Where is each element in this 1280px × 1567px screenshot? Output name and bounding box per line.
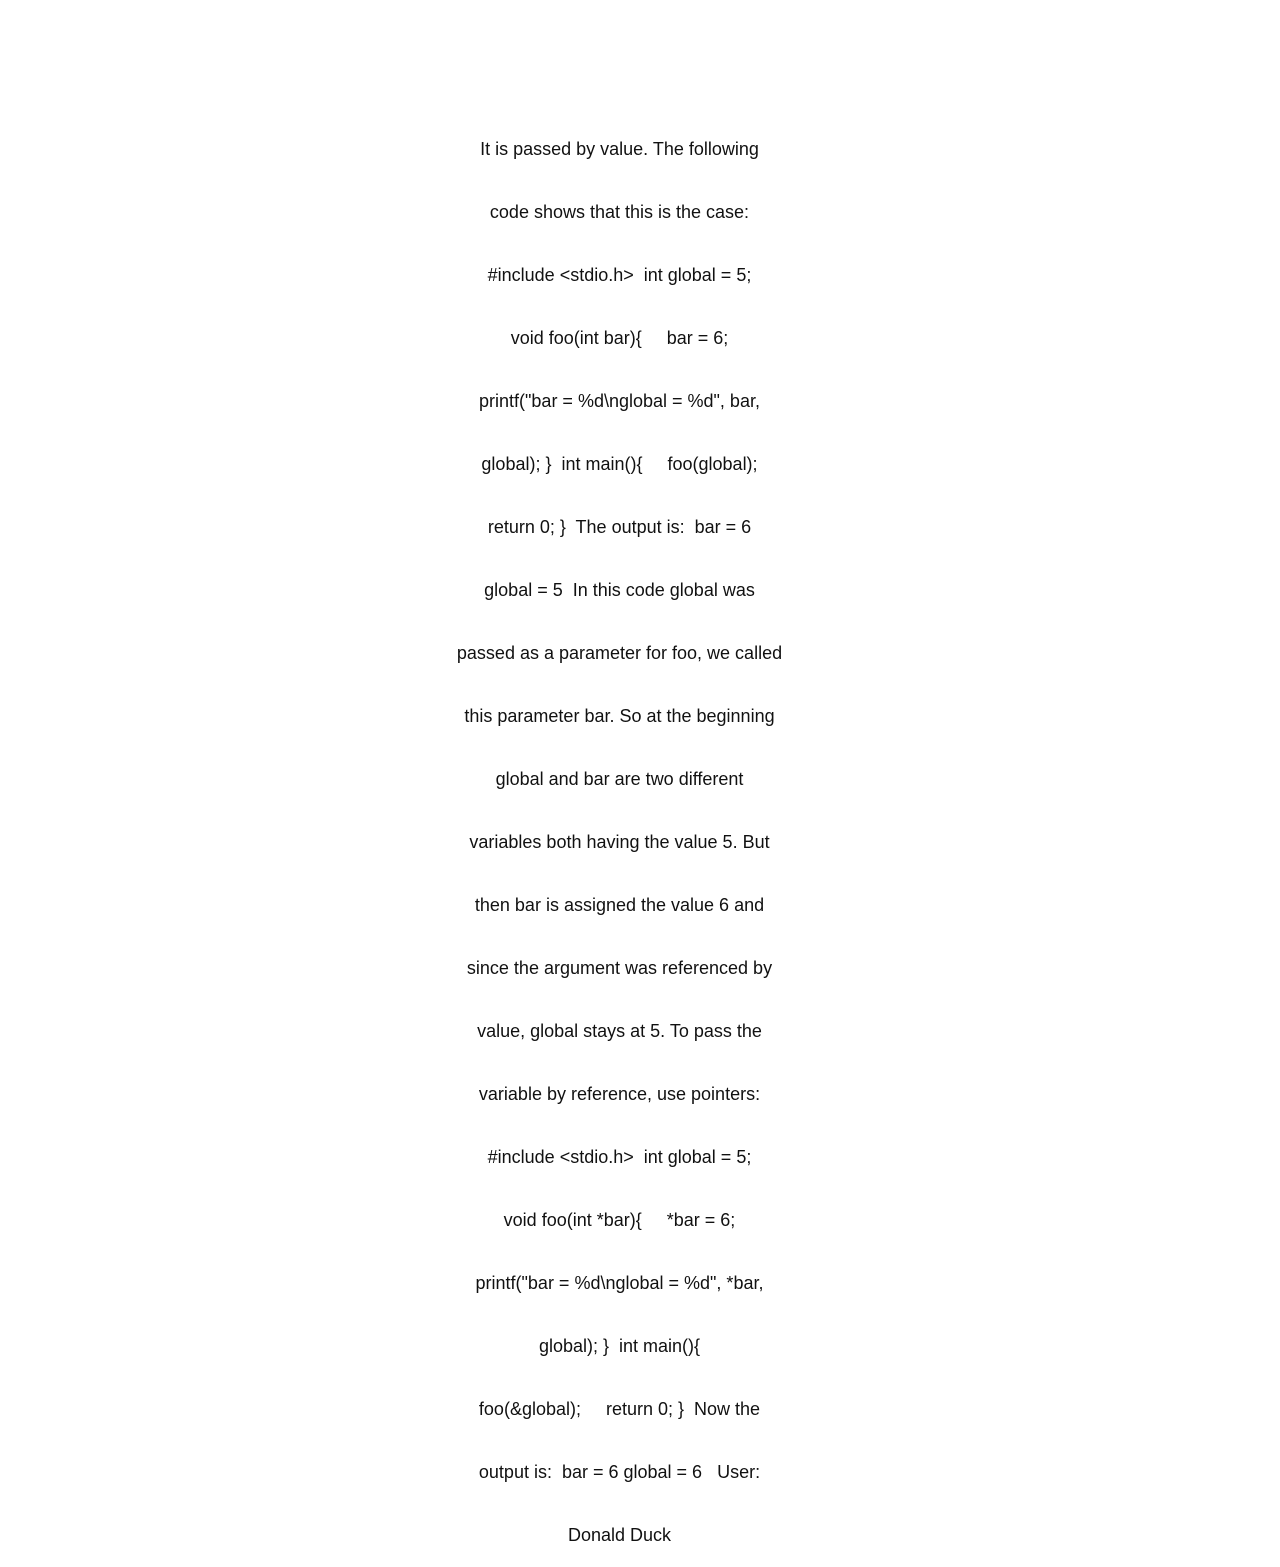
answer-line: printf("bar = %d\nglobal = %d", *bar, — [475, 1273, 764, 1293]
answer-line: global); } int main(){ foo(global); — [481, 454, 758, 474]
answer-line: variable by reference, use pointers: — [478, 1084, 761, 1104]
answer-line: #include <stdio.h> int global = 5; — [487, 265, 752, 285]
answer-line: variables both having the value 5. But — [469, 832, 770, 852]
answer-line: code shows that this is the case: — [489, 202, 750, 222]
answer-line: return 0; } The output is: bar = 6 — [487, 517, 752, 537]
answer-line: It is passed by value. The following — [480, 139, 759, 159]
answer-text-block — [452, 97, 787, 1567]
answer-line: #include <stdio.h> int global = 5; — [487, 1147, 752, 1167]
answer-line: void foo(int bar){ bar = 6; — [510, 328, 729, 348]
answer-line: global = 5 In this code global was — [484, 580, 755, 600]
answer-author: Donald Duck — [567, 1525, 672, 1545]
answer-line: global and bar are two different — [495, 769, 744, 789]
answer-line: global); } int main(){ — [538, 1336, 701, 1356]
answer-line: then bar is assigned the value 6 and — [474, 895, 765, 915]
answer-line: this parameter bar. So at the beginning — [464, 706, 775, 726]
answer-line: passed as a parameter for foo, we called — [456, 643, 783, 663]
answer-line: printf("bar = %d\nglobal = %d", bar, — [479, 391, 760, 411]
answer-line: value, global stays at 5. To pass the — [477, 1021, 762, 1041]
answer-line: output is: bar = 6 global = 6 User: — [478, 1462, 761, 1482]
answer-line: foo(&global); return 0; } Now the — [478, 1399, 761, 1419]
answer-line: since the argument was referenced by — [466, 958, 773, 978]
answer-line: void foo(int *bar){ *bar = 6; — [503, 1210, 736, 1230]
